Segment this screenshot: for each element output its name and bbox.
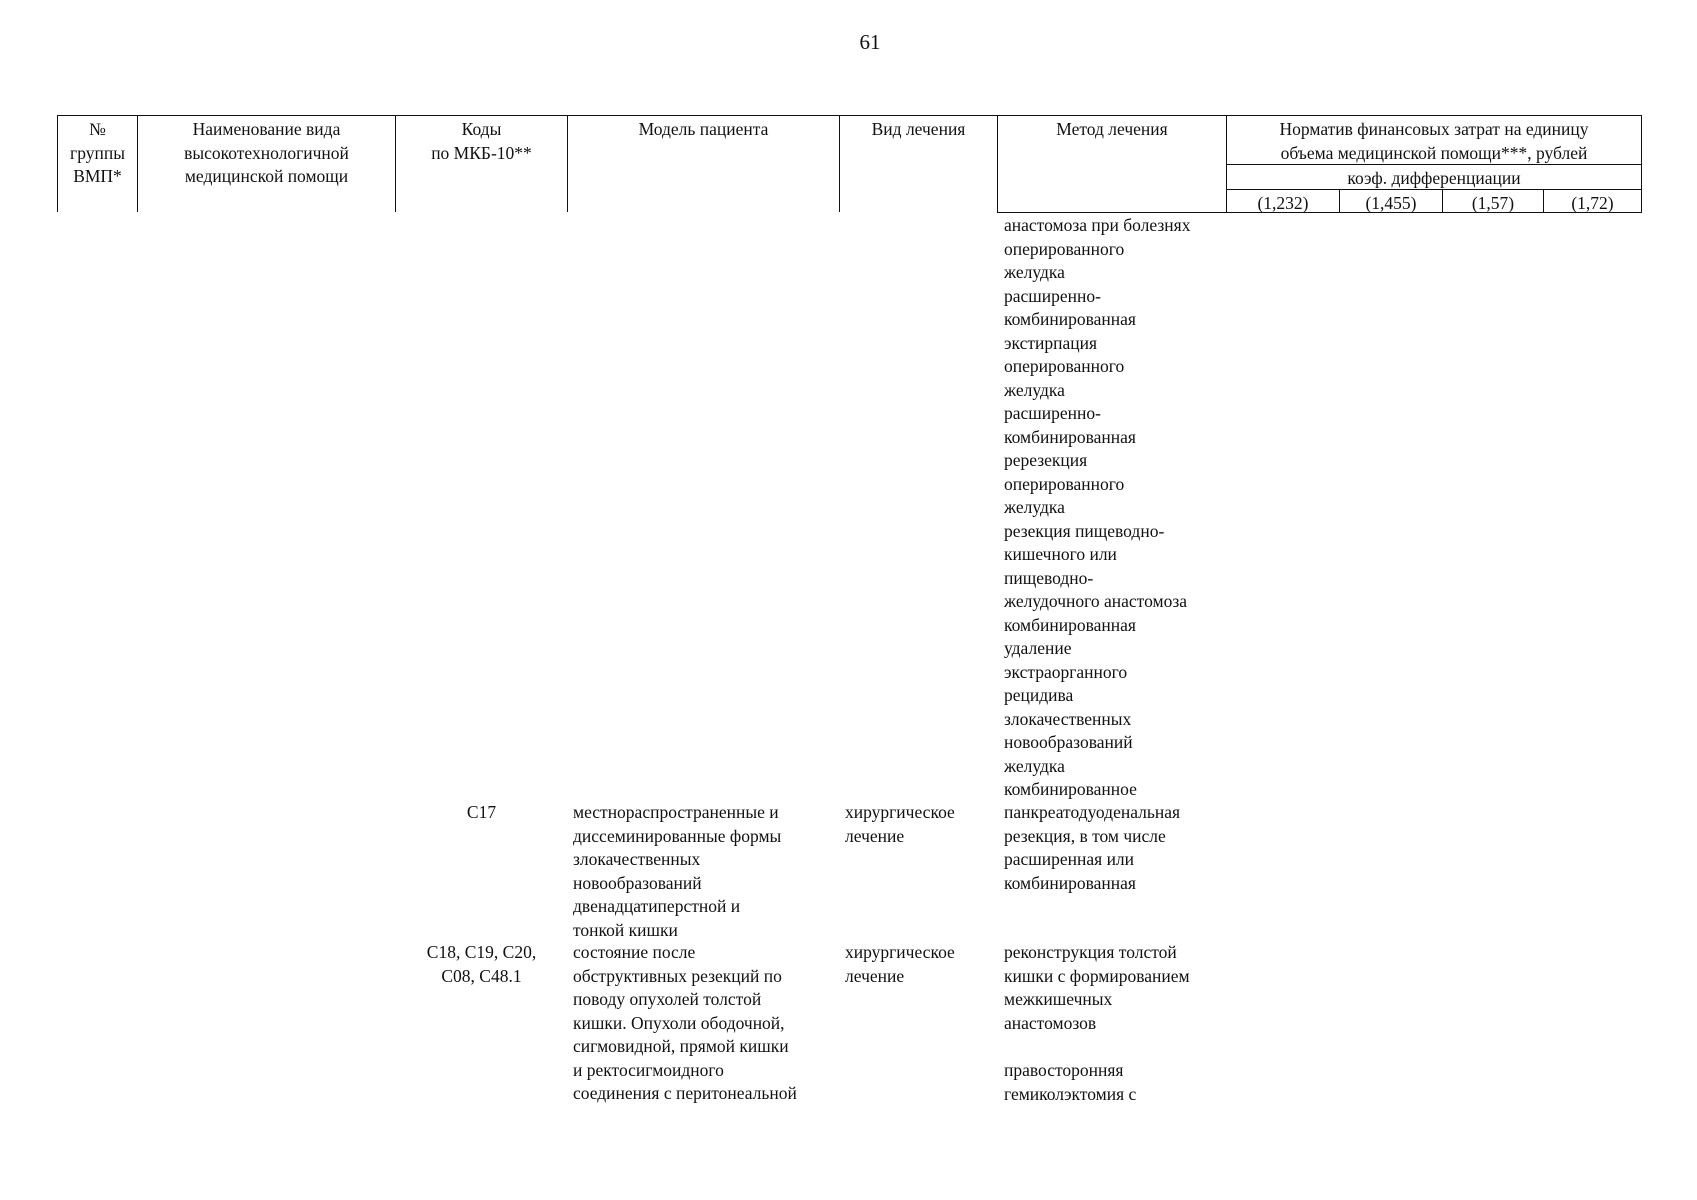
row-1-method: анастомоза при болезнях оперированного желудка расширенно- комбинированная экстирпация оперированного желудка расширенно- комбинированная ререзекция оперированного желудка резекция пищеводно- кишечного или пищеводно- желудочного анастомоза комбинированная удаление экстраорганного рецидива злокачественных новообразований желудка комбинированное xyxy=(1004,215,1191,799)
page-number: 61 xyxy=(859,30,881,54)
header-coef-3: (1,57) xyxy=(1442,189,1544,213)
header-coef-4: (1,72) xyxy=(1543,189,1642,213)
row-2-method: панкреатодуоденальная резекция, в том числе расширенная или комбинированная xyxy=(1004,802,1181,893)
header-treatment-method: Метод лечения xyxy=(997,115,1227,213)
header-coef-2: (1,455) xyxy=(1339,189,1443,213)
row-3-codes: C18, C19, C20, C08, C48.1 xyxy=(426,942,537,986)
header-diff-coef: коэф. дифференциации xyxy=(1226,164,1642,190)
row-3-method: реконструкция толстой кишки с формированием межкишечных анастомозов xyxy=(1004,942,1190,1033)
header-care-name: Наименование вида высокотехнологичной медицинской помощи xyxy=(137,115,396,212)
header-coef-1: (1,232) xyxy=(1226,189,1340,213)
header-treatment-type: Вид лечения xyxy=(839,115,998,212)
row-3-patient-model: состояние после обструктивных резекций по поводу опухолей толстой кишки. Опухоли ободочной, сигмовидной, прямой кишки и ректосигмоидного соединения с перитонеальной xyxy=(573,942,797,1103)
row-3-method-2: правосторонняя гемиколэктомия с xyxy=(1004,1060,1137,1104)
header-icd-codes: Коды по МКБ-10** xyxy=(395,115,568,212)
row-3-treatment-type: хирургическое лечение xyxy=(845,942,955,986)
row-2-patient-model: местнораспространенные и диссеминированные формы злокачественных новообразований двенадцатиперстной и тонкой кишки xyxy=(573,802,782,940)
header-cost-standard: Норматив финансовых затрат на единицу объема медицинской помощи***, рублей xyxy=(1226,115,1642,165)
row-2-codes: C17 xyxy=(466,802,497,822)
header-group-no: № группы ВМП* xyxy=(57,115,138,212)
row-2-treatment-type: хирургическое лечение xyxy=(845,802,955,846)
header-patient-model: Модель пациента xyxy=(567,115,840,212)
